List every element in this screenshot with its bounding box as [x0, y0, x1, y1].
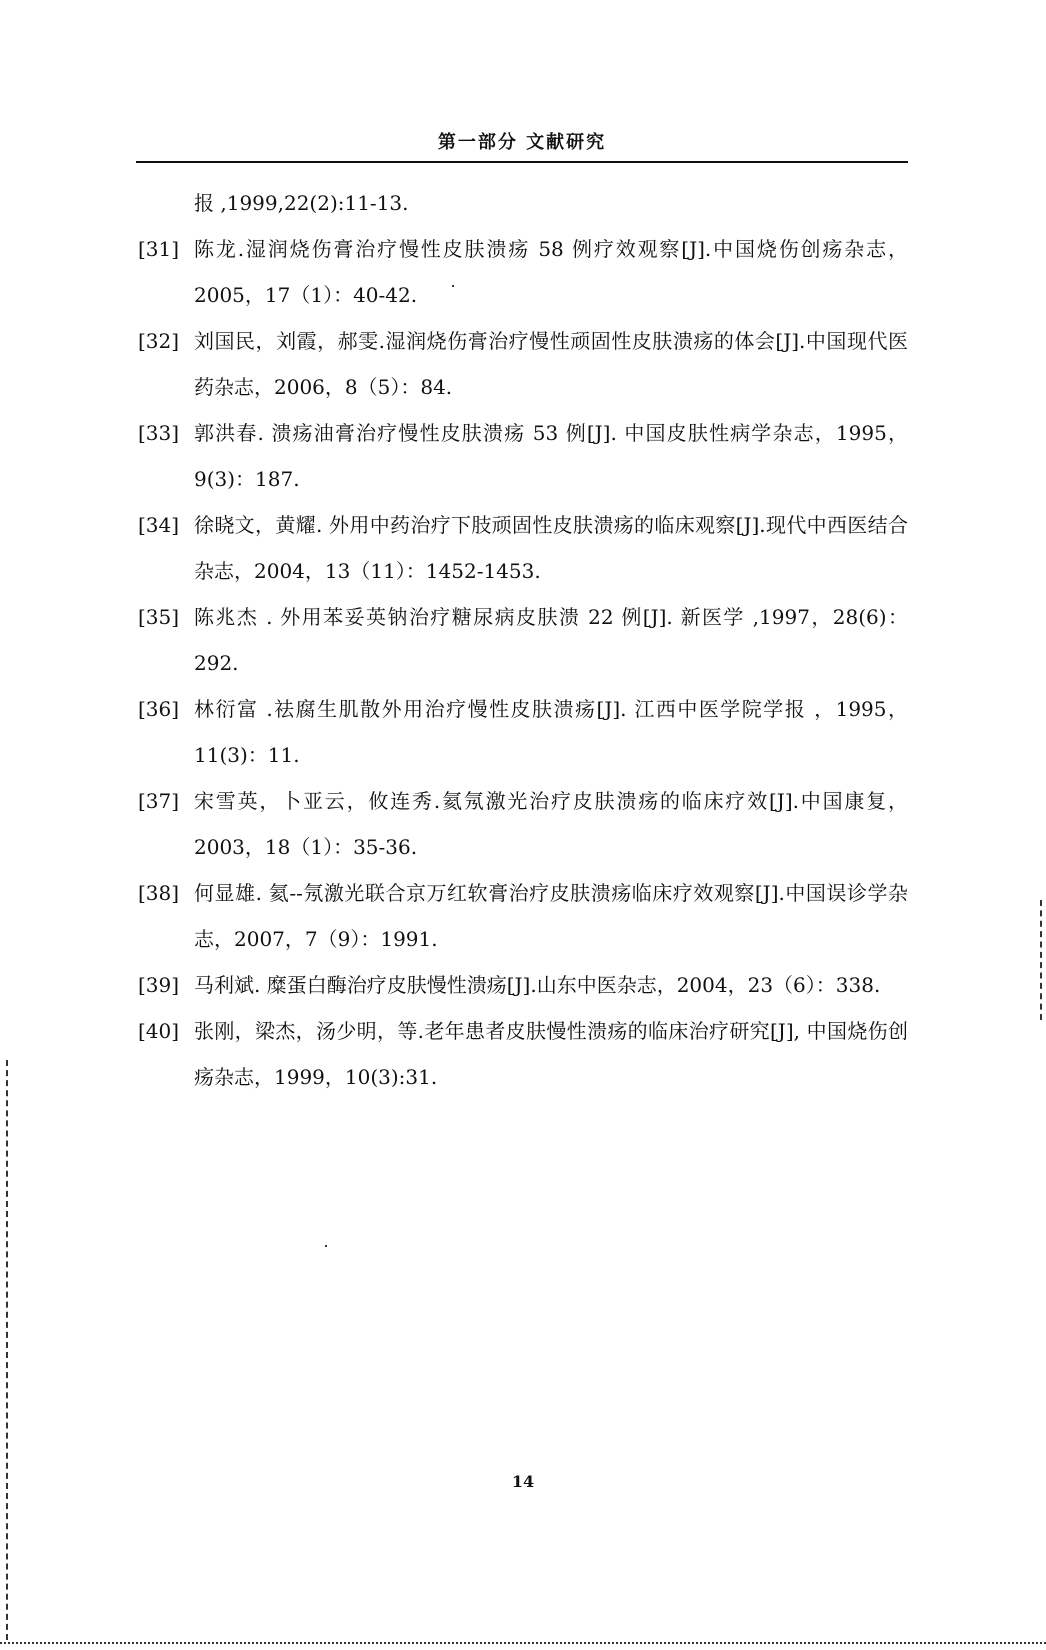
reference-number: [40]	[138, 1019, 180, 1043]
reference-continuation	[138, 180, 908, 226]
reference-item	[138, 1008, 908, 1100]
scan-artifact-bottom-edge	[0, 1642, 1046, 1646]
reference-continuation-text: 报 ,1999,22(2):11-13.	[194, 191, 409, 215]
reference-item	[138, 502, 908, 594]
reference-item	[138, 410, 908, 502]
scan-artifact-right-edge	[1040, 900, 1044, 1020]
reference-number: [39]	[138, 973, 180, 997]
reference-item	[138, 594, 908, 686]
reference-item	[138, 870, 908, 962]
reference-text: 郭洪春. 溃疡油膏治疗慢性皮肤溃疡 53 例[J]. 中国皮肤性病学杂志，1995，9(3)：187.	[194, 421, 908, 491]
reference-item	[138, 778, 908, 870]
reference-list	[138, 180, 908, 1100]
reference-text: 宋雪英，卜亚云，攸连秀.氦氖激光治疗皮肤溃疡的临床疗效[J].中国康复，2003，18（1）：35-36.	[194, 789, 908, 859]
reference-number: [35]	[138, 605, 180, 629]
scan-artifact-dot	[325, 1245, 327, 1247]
reference-number: [37]	[138, 789, 180, 813]
page-number: 14	[511, 1472, 535, 1491]
reference-number: [36]	[138, 697, 180, 721]
scan-artifact-dot	[452, 285, 454, 287]
reference-text: 刘国民，刘霞，郝雯.湿润烧伤膏治疗慢性顽固性皮肤溃疡的体会[J].中国现代医药杂志，2006，8（5）：84.	[194, 329, 908, 399]
reference-number: [31]	[138, 237, 180, 261]
reference-text: 马利斌. 糜蛋白酶治疗皮肤慢性溃疡[J].山东中医杂志，2004，23（6）：338.	[194, 973, 881, 997]
reference-item	[138, 962, 908, 1008]
header-rule	[136, 161, 908, 163]
reference-text: 张刚，梁杰，汤少明，等.老年患者皮肤慢性溃疡的临床治疗研究[J], 中国烧伤创疡杂志，1999，10(3):31.	[194, 1019, 908, 1089]
reference-number: [34]	[138, 513, 180, 537]
reference-text: 陈龙.湿润烧伤膏治疗慢性皮肤溃疡 58 例疗效观察[J].中国烧伤创疡杂志，2005，17（1）：40-42.	[194, 237, 908, 307]
running-header: 第一部分 文献研究	[437, 132, 607, 153]
reference-item	[138, 226, 908, 318]
reference-text: 徐晓文，黄耀. 外用中药治疗下肢顽固性皮肤溃疡的临床观察[J].现代中西医结合杂志，2004，13（11）：1452-1453.	[194, 513, 908, 583]
reference-text: 陈兆杰 . 外用苯妥英钠治疗糖尿病皮肤溃 22 例[J]. 新医学 ,1997，28(6)：292.	[194, 605, 908, 675]
scan-artifact-left-edge	[6, 1060, 10, 1640]
reference-number: [32]	[138, 329, 180, 353]
reference-text: 何显雄. 氦--氖激光联合京万红软膏治疗皮肤溃疡临床疗效观察[J].中国误诊学杂志，2007，7（9）：1991.	[194, 881, 908, 951]
reference-number: [38]	[138, 881, 180, 905]
reference-item	[138, 318, 908, 410]
reference-number: [33]	[138, 421, 180, 445]
reference-text: 林衍富 .祛腐生肌散外用治疗慢性皮肤溃疡[J]. 江西中医学院学报 ，1995，11(3)：11.	[194, 697, 908, 767]
reference-item	[138, 686, 908, 778]
